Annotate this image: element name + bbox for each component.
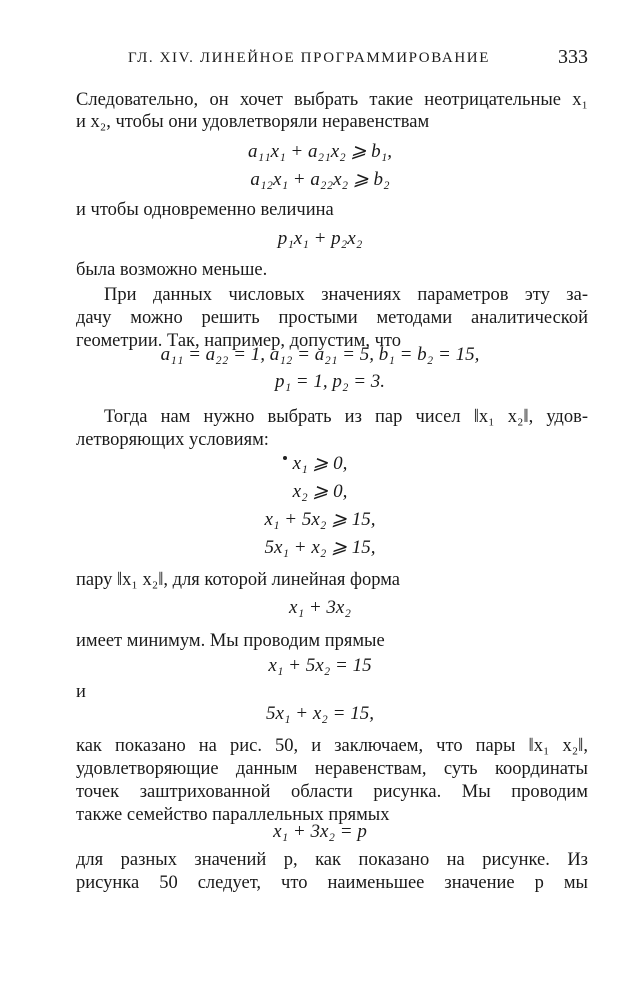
text-line: При данных числовых значениях параметров эту за- [104, 285, 588, 305]
text-line: дачу можно решить простыми методами аналитической [76, 308, 588, 328]
formula-prices: p₁ = 1, p₂ = 3. [274, 371, 386, 392]
text-line: летворяющих условиям: [76, 430, 269, 450]
text-line: пару ‖x₁ x₂‖, для которой линейная форма [76, 570, 400, 590]
formula-cost: p₁x₁ + p₂x₂ [277, 228, 363, 249]
text-line: геометрии. Так, например, допустим, что [76, 331, 401, 351]
text-line: Тогда нам нужно выбрать из пар чисел ‖x₁ x₂‖, удов- [104, 407, 588, 427]
running-title: ГЛ. XIV. ЛИНЕЙНОЕ ПРОГРАММИРОВАНИЕ [128, 50, 490, 66]
text-line: также семейство параллельных прямых [76, 805, 390, 825]
text-line: точек заштрихованной области рисунка. Мы проводим [76, 782, 588, 802]
text-line: как показано на рис. 50, и заключаем, что пары ‖x₁ x₂‖, [76, 736, 588, 756]
formula-parameters: a₁₁ = a₂₂ = 1, a₁₂ = a₂₁ = 5, b₁ = b₂ = 15, [160, 344, 480, 365]
text-line: и [76, 682, 86, 702]
text-line: была возможно меньше. [76, 260, 268, 280]
formula-family: x₁ + 3x₂ = p [273, 821, 367, 842]
formula-condition-2: x₂ ⩾ 0, [292, 481, 348, 502]
text-line: Следовательно, он хочет выбрать такие неотрицательные x₁ [76, 90, 588, 110]
formula-linear-form: x₁ + 3x₂ [289, 597, 351, 618]
text-line: и x₂, чтобы они удовлетворяли неравенствам [76, 112, 430, 132]
formula-condition-1: x₁ ⩾ 0, [292, 453, 348, 474]
text-line: рисунка 50 следует, что наименьшее значение p мы [76, 873, 588, 893]
formula-condition-4: 5x₁ + x₂ ⩾ 15, [264, 537, 376, 558]
formula-line-1: x₁ + 5x₂ = 15 [268, 655, 372, 676]
formula-condition-3: x₁ + 5x₂ ⩾ 15, [264, 509, 376, 530]
page-header [128, 46, 588, 74]
text-line: удовлетворяющие данным неравенствам, суть координаты [76, 759, 588, 779]
formula-inequality-2: a₁₂x₁ + a₂₂x₂ ⩾ b₂ [250, 169, 390, 190]
formula-inequality-1: a₁₁x₁ + a₂₁x₂ ⩾ b₁, [247, 141, 393, 162]
page-number: 333 [558, 46, 588, 68]
text-line: имеет минимум. Мы проводим прямые [76, 631, 385, 651]
text-line: и чтобы одновременно величина [76, 200, 334, 220]
text-line: для разных значений p, как показано на рисунке. Из [76, 850, 588, 870]
formula-line-2: 5x₁ + x₂ = 15, [266, 703, 374, 724]
